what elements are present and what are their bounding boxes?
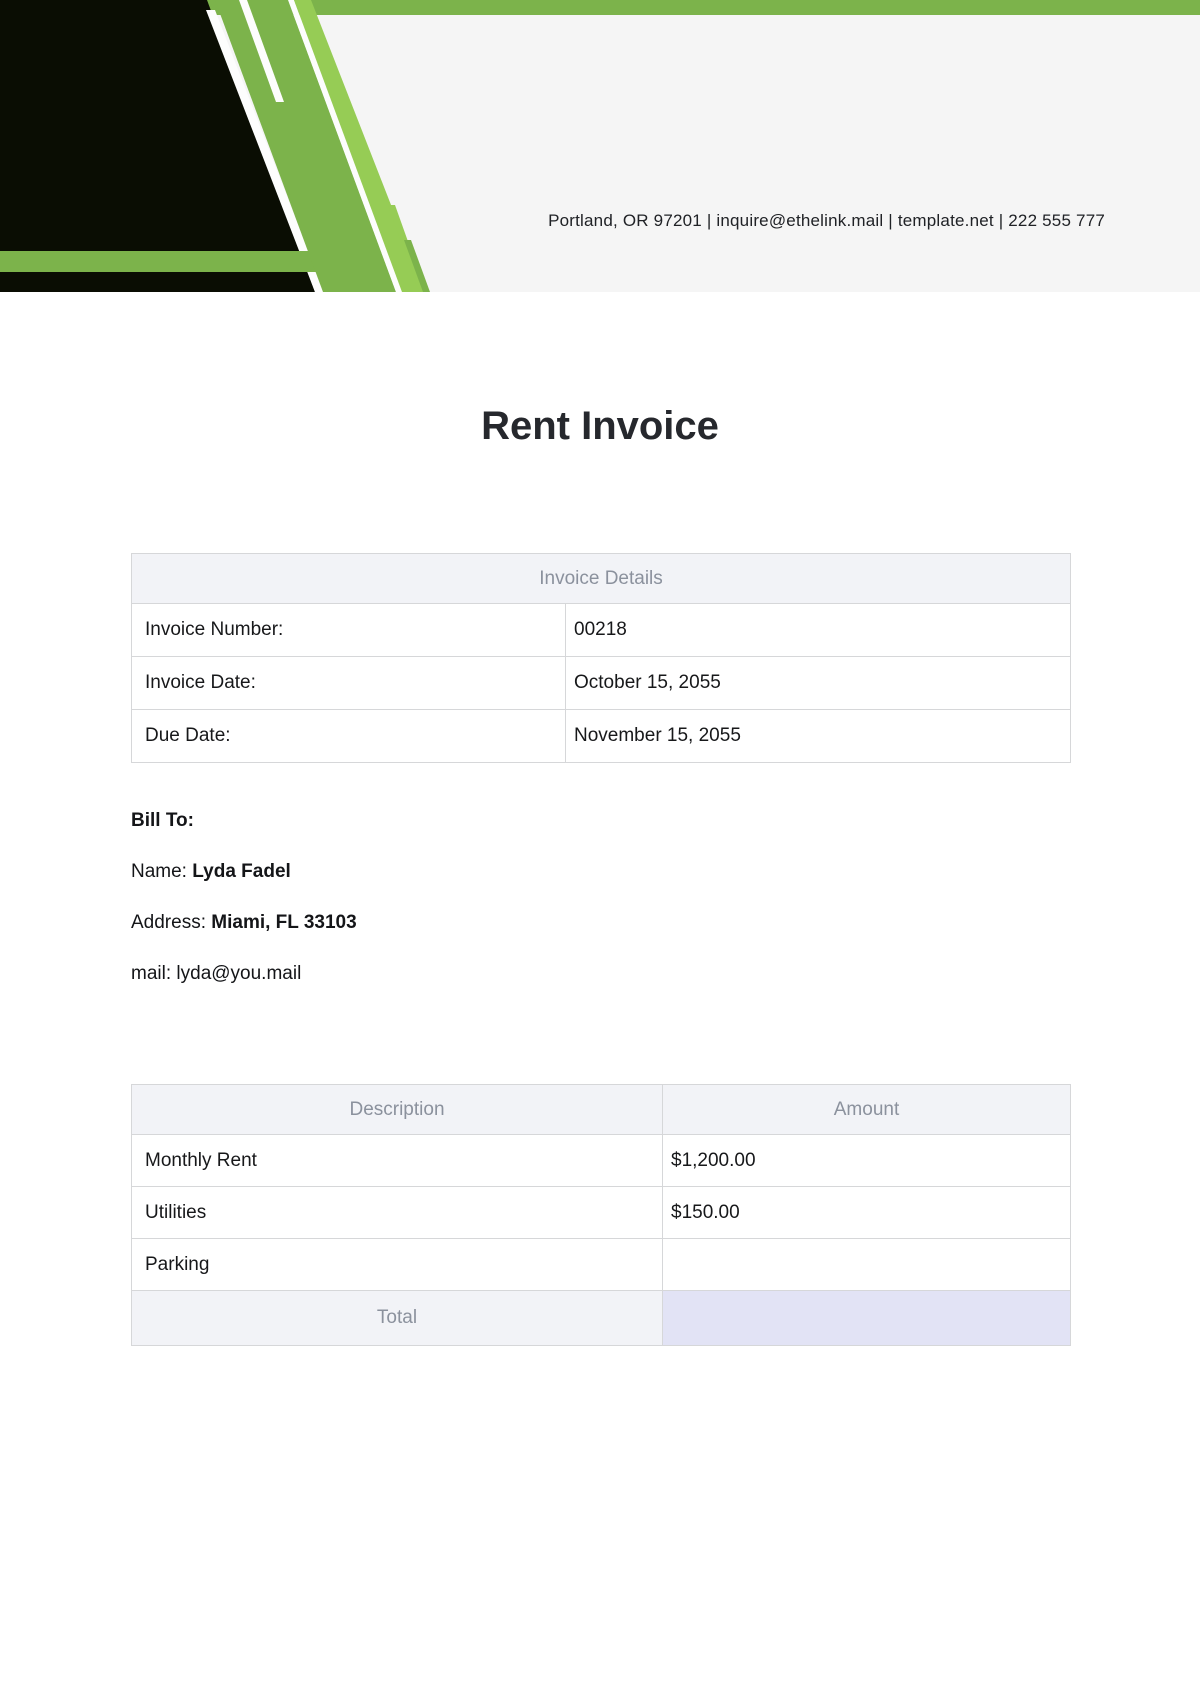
invoice-number-label: Invoice Number: xyxy=(132,604,566,657)
header-band xyxy=(0,0,1200,292)
page-title: Rent Invoice xyxy=(481,404,719,448)
total-row xyxy=(132,1291,1071,1346)
charge-amount: $150.00 xyxy=(663,1187,1071,1239)
bill-to-name-line xyxy=(131,861,831,883)
name-value: Lyda Fadel xyxy=(192,861,291,882)
amount-column-header: Amount xyxy=(663,1085,1071,1135)
invoice-number-value: 00218 xyxy=(566,604,1071,657)
table-row xyxy=(132,1239,1071,1291)
address-label: Address: xyxy=(131,912,212,933)
due-date-value: November 15, 2055 xyxy=(566,710,1071,763)
bill-to-heading: Bill To: xyxy=(131,810,194,831)
mail-label: mail: xyxy=(131,963,177,984)
header-horizontal-green-bar xyxy=(0,251,318,272)
table-row xyxy=(132,604,1071,657)
charge-description: Monthly Rent xyxy=(132,1135,663,1187)
due-date-label: Due Date: xyxy=(132,710,566,763)
address-value: Miami, FL 33103 xyxy=(211,912,357,933)
invoice-date-label: Invoice Date: xyxy=(132,657,566,710)
table-row xyxy=(132,657,1071,710)
total-label: Total xyxy=(132,1291,663,1346)
charge-amount: $1,200.00 xyxy=(663,1135,1071,1187)
charges-table xyxy=(131,1084,1071,1346)
table-row xyxy=(132,1187,1071,1239)
bill-to-address-line xyxy=(131,912,831,934)
table-row xyxy=(132,1135,1071,1187)
contact-info-line: Portland, OR 97201 | inquire@ethelink.mail | template.net | 222 555 777 xyxy=(548,211,1105,230)
invoice-details-table xyxy=(131,553,1071,763)
total-amount-cell xyxy=(663,1291,1071,1346)
invoice-details-table-header: Invoice Details xyxy=(132,554,1071,604)
charge-description: Parking xyxy=(132,1239,663,1291)
invoice-date-value: October 15, 2055 xyxy=(566,657,1071,710)
bill-to-mail-line xyxy=(131,963,831,985)
header-black-shape xyxy=(0,0,1200,292)
description-column-header: Description xyxy=(132,1085,663,1135)
charge-amount xyxy=(663,1239,1071,1291)
charge-description: Utilities xyxy=(132,1187,663,1239)
table-row xyxy=(132,710,1071,763)
bill-to-section xyxy=(131,810,831,1014)
name-label: Name: xyxy=(131,861,193,882)
mail-value: lyda@you.mail xyxy=(176,963,302,984)
